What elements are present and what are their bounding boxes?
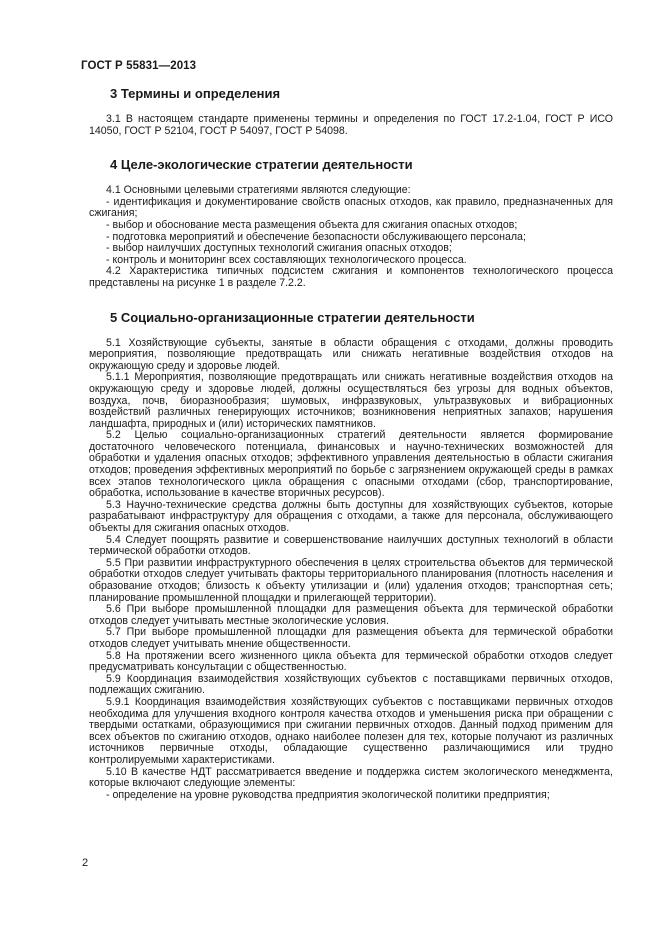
section-3-title: 3 Термины и определения	[110, 86, 281, 101]
paragraph: 5.1 Хозяйствующие субъекты, занятые в области обращения с отходами, должны проводить мероприятия, позволяющие предотвращать или снижать негативные воздействия отходов на окружающую среду и здоровье людей.	[89, 336, 613, 372]
list-item: - выбор и обоснование места размещения объекта для сжигания опасных отходов;	[106, 218, 518, 231]
list-item: - выбор наилучших доступных технологий сжигания опасных отходов;	[106, 242, 452, 255]
page-number: 2	[82, 857, 89, 869]
section-5-title: 5 Социально-организационные стратегии деятельности	[110, 309, 475, 325]
paragraph: 5.7 При выборе промышленной площадки для размещения объекта для термической обработки отходов следует учитывать мнение общественности.	[89, 626, 613, 650]
section-4-body	[89, 185, 613, 289]
paragraph: 5.2 Целью социально-организационных стратегий деятельности является формирование достаточного человеческого потенциала, финансовых и научно-технических возможностей для обработки и удаления опасных отходов; эффективного управления деятельностью в области сжигания отходов; проведения эффективных мероприятий по борьбе с загрязнением окружающей среды в рамках всех этапов технологического цикла обращения с опасными отходами (сбор, транспортирование, обработка, использование в качестве вторичных ресурсов).	[89, 429, 613, 500]
paragraph: 5.6 При выборе промышленной площадки для размещения объекта для термической обработки отходов следует учитывать местные экологические условия.	[89, 603, 613, 627]
section-3-body	[89, 114, 613, 137]
section-5-body	[89, 338, 613, 802]
document-code-header: ГОСТ Р 55831—2013	[81, 60, 197, 72]
paragraph: 3.1 В настоящем стандарте применены термины и определения по ГОСТ 17.2-1.04, ГОСТ Р ИСО 14050, ГОСТ Р 52104, ГОСТ Р 54097, ГОСТ Р 54098.	[89, 113, 613, 137]
paragraph: 5.3 Научно-технические средства должны быть доступны для хозяйствующих субъектов, которые разрабатывают инфраструктуру для обращения с отходами, а также для персонала, обслуживающего объекты для сжигания опасных отходов.	[89, 498, 613, 535]
list-item: - определение на уровне руководства предприятия экологической политики предприятия;	[106, 788, 550, 801]
paragraph: 5.1.1 Мероприятия, позволяющие предотвращать или снижать негативные воздействия отходов на окружающую среду и здоровье людей, должны осуществляться без угрозы для водных объектов, воздуха, почв, биоразнообразия; шумовых, инфразвуковых, ультразвуковых и вибрационных воздействий различных генерирующих источников; возникновения неприятных запахов; нарушения ландшафта, природных и (или) исторических памятников.	[89, 371, 613, 430]
list-item: - контроль и мониторинг всех составляющих технологического процесса.	[106, 253, 467, 266]
paragraph: 5.4 Следует поощрять развитие и совершенствование наилучших доступных технологий в области термической обработки отходов.	[89, 533, 613, 558]
paragraph: 5.5 При развитии инфраструктурного обеспечения в целях строительства объектов для термической обработки отходов следует учитывать факторы территориального планирования (плотность населения и образование отходов; близость к объекту утилизации и (или) удаления отходов; транспортная сеть; планирование промышленной площадки и прилегающей территории).	[89, 556, 613, 604]
paragraph: 5.8 На протяжении всего жизненного цикла объекта для термической обработки отходов следует предусматривать консультации с общественностью.	[89, 649, 613, 674]
paragraph: 5.9.1 Координация взаимодействия хозяйствующих субъектов с поставщиками первичных отходов необходима для улучшения входного контроля качества отходов и уменьшения риска при обращении с твердыми остатками, образующимися при сжигании первичных отходов. Данный подход применим для всех объектов по сжиганию отходов, однако наиболее полезен для тех, которые получают из различных источников первичные отходы, обладающие существенно различающимися или трудно контролируемыми характеристиками.	[89, 695, 613, 766]
section-4-title: 4 Целе-экологические стратегии деятельности	[110, 157, 413, 173]
document-body	[89, 86, 613, 801]
list-item: - подготовка мероприятий и обеспечение безопасности обслуживающего персонала;	[106, 230, 526, 243]
list-item: - идентификация и документирование свойств опасных отходов, как правило, предназначенных для сжигания;	[89, 195, 613, 220]
paragraph: 4.2 Характеристика типичных подсистем сжигания и компонентов технологического процесса представлены на рисунке 1 в разделе 7.2.2.	[89, 265, 613, 289]
paragraph: 4.1 Основными целевыми стратегиями являются следующие:	[106, 184, 411, 197]
paragraph: 5.9 Координация взаимодействия хозяйствующих субъектов с поставщиками первичных отходов, подлежащих сжиганию.	[89, 672, 613, 697]
paragraph: 5.10 В качестве НДТ рассматривается введение и поддержка систем экологического менеджмента, которые включают следующие элементы:	[89, 765, 613, 790]
